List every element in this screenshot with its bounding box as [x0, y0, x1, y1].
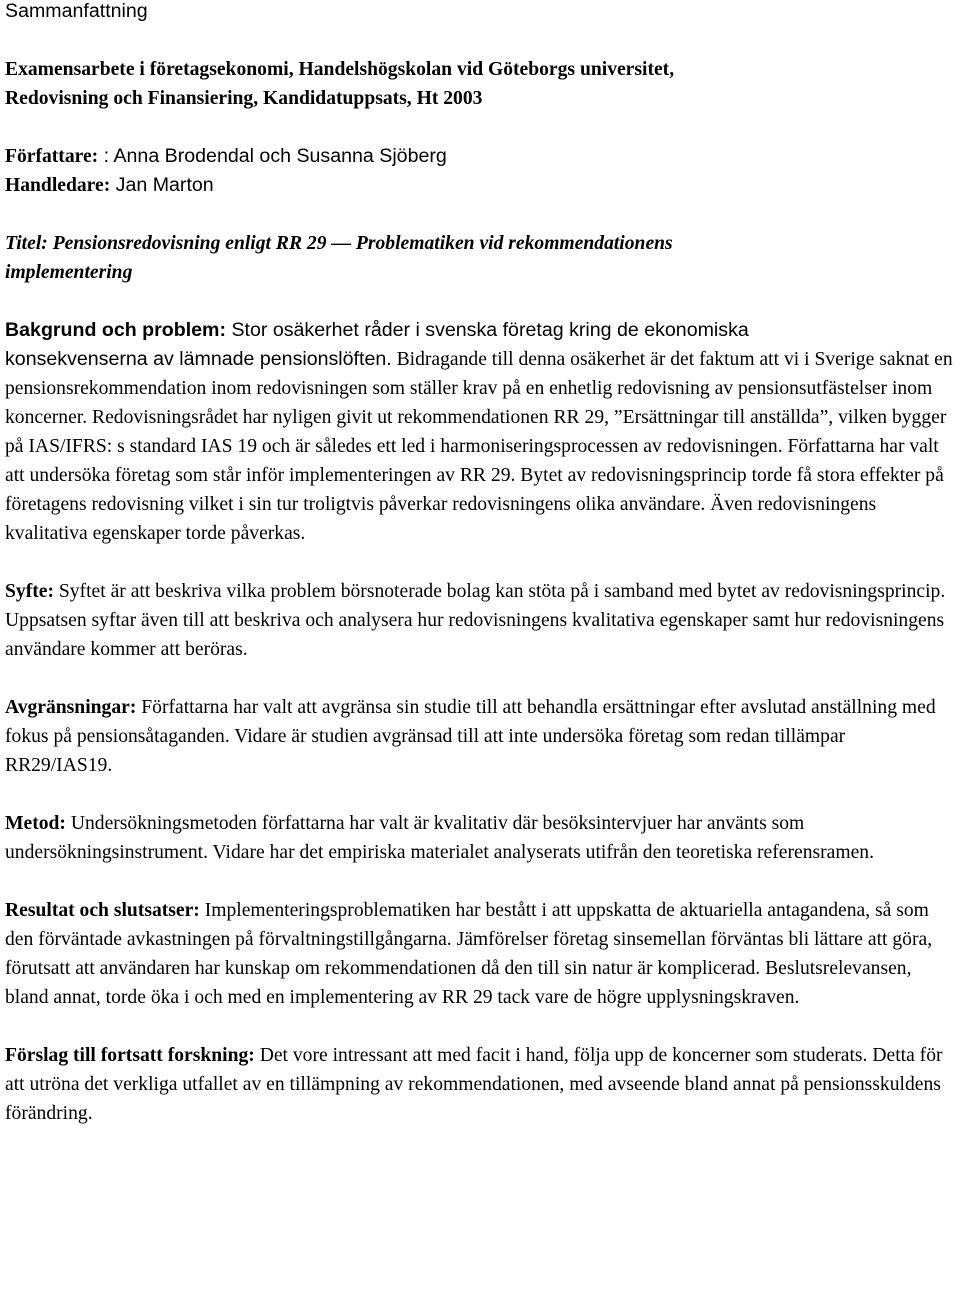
further-research-text: Det vore intressant att med facit i hand, följa upp de koncerner som studerats. Detta för att utröna det verkliga utfallet av en tillämpning av rekommendationen, med avseende bland annat på pensionsskuldens förändring.: [5, 1045, 943, 1124]
method-section: [5, 809, 955, 867]
background-text: Bidragande till denna osäkerhet är det faktum att vi i Sverige saknat en pensionsrekommendation inom redovisningen som ställer krav på en enhetlig redovisning av pensionsutfästelser inom koncerner. Redovisningsrådet har nyligen givit ut rekommendationen RR 29, ”Ersättningar till anställda”, vilken bygger på IAS/IFRS: s standard IAS 19 och är således ett led i harmoniseringsprocessen av redovisningen. Författarna har valt att undersöka företag som står inför implementeringen av RR 29. Bytet av redovisningsprincip torde få stora effekter på företagens redovisning vilket i sin tur troligtvis påverkar redovisningens olika användare. Även redovisningens kvalitativa egenskaper torde påverkas.: [5, 349, 953, 544]
purpose-section: [5, 577, 955, 664]
further-research-section: [5, 1041, 955, 1128]
background-line-2: konsekvenserna av lämnade pensionslöften.: [5, 348, 392, 370]
delimitations-text: Författarna har valt att avgränsa sin studie till att behandla ersättningar efter avslutad anställning med fokus på pensionsåtaganden. Vidare är studien avgränsad till att inte undersöka företag som redan tillämpar RR29/IAS19.: [5, 697, 936, 776]
authors-value: : Anna Brodendal och Susanna Sjöberg: [98, 145, 447, 167]
background-intro: Stor osäkerhet råder i svenska företag kring de ekonomiska: [226, 319, 749, 341]
spacer: [5, 548, 955, 577]
purpose-text: Syftet är att beskriva vilka problem börsnoterade bolag kan stöta på i samband med bytet av redovisningsprincip. Uppsatsen syftar även till att beskriva och analysera hur redovisningens kvalitativa egenskaper samt hur redovisningens användare kommer att beröras.: [5, 581, 946, 660]
supervisor-value: Jan Marton: [110, 174, 214, 196]
results-text: Implementeringsproblematiken har bestått i att uppskatta de aktuariella antagandena, så som den förväntade avkastningen på förvaltningstillgångarna. Jämförelser företag sinsemellan förväntas bli lättare att göra, förutsatt att användaren har kunskap om rekommendationen då den till sin natur är komplicerad. Beslutsrelevansen, bland annat, torde öka i och med en implementering av RR 29 tack vare de högre upplysningskraven.: [5, 900, 933, 1008]
supervisor-line: [5, 171, 955, 200]
background-section: [5, 316, 955, 548]
spacer: [5, 664, 955, 693]
spacer: [5, 867, 955, 896]
delimitations-section: [5, 693, 955, 780]
background-label: Bakgrund och problem:: [5, 319, 226, 341]
title-line-1: Pensionsredovisning enligt RR 29 ― Problematiken vid rekommendationens: [47, 233, 673, 254]
further-research-label: Förslag till fortsatt forskning:: [5, 1045, 255, 1066]
thesis-title: [5, 229, 955, 287]
program-line-1: Examensarbete i företagsekonomi, Handelshögskolan vid Göteborgs universitet,: [5, 59, 675, 80]
supervisor-label: Handledare:: [5, 175, 111, 196]
results-label: Resultat och slutsatser:: [5, 900, 200, 921]
program-line-2: Redovisning och Finansiering, Kandidatuppsats, Ht 2003: [5, 88, 483, 109]
results-section: [5, 896, 955, 1012]
authors-line: [5, 142, 955, 171]
spacer: [5, 287, 955, 316]
spacer: [5, 1012, 955, 1041]
delimitations-label: Avgränsningar:: [5, 697, 137, 718]
spacer: [5, 200, 955, 229]
title-line-2: implementering: [5, 262, 133, 283]
method-label: Metod:: [5, 813, 66, 834]
purpose-label: Syfte:: [5, 581, 54, 602]
page-heading: Sammanfattning: [5, 0, 148, 22]
document-page: [5, 0, 955, 1128]
spacer: [5, 780, 955, 809]
spacer: [5, 113, 955, 142]
method-text: Undersökningsmetoden författarna har valt är kvalitativ där besöksintervjuer har använts som undersökningsinstrument. Vidare har det empiriska materialet analyserats utifrån den teoretiska referensramen.: [5, 813, 874, 863]
authors-label: Författare:: [5, 146, 99, 167]
title-label: Titel:: [5, 233, 48, 254]
spacer: [5, 26, 955, 55]
